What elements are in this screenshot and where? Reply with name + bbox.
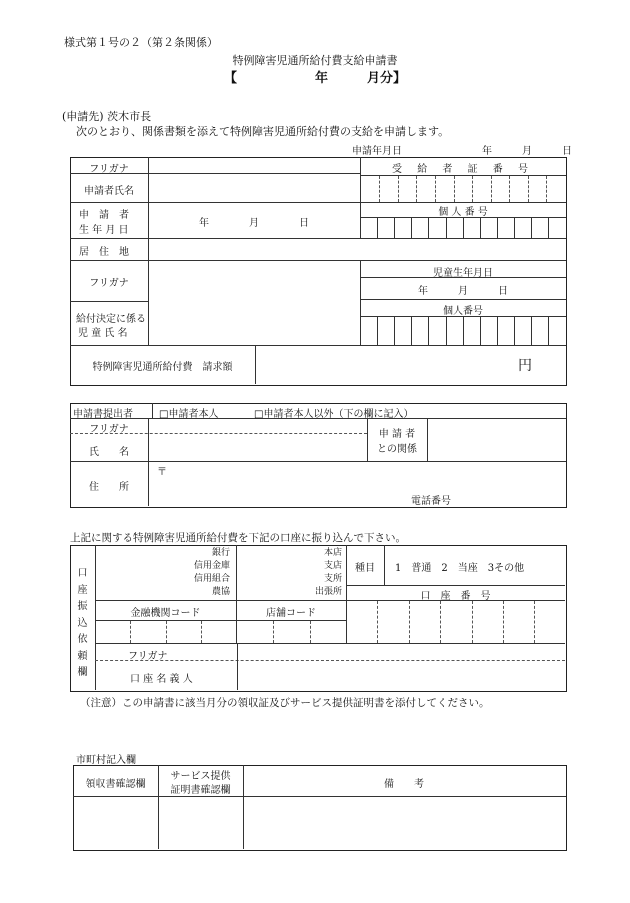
branch-code-label: 店舗コード <box>266 608 316 619</box>
birth-label-2: 生 年 月 日 <box>79 225 129 236</box>
birth-label-1: 申 請 者 <box>79 210 129 221</box>
relation-label-2: との関係 <box>377 444 417 455</box>
submitter-address-label: 住 所 <box>89 482 129 493</box>
submitter-option-other[interactable]: □申請者本人以外（下の欄に記入） <box>254 409 414 420</box>
phone-label: 電話番号 <box>411 496 451 507</box>
office-use-title: 市町村記入欄 <box>76 755 136 766</box>
child-birth-label: 児童生年月日 <box>433 268 493 279</box>
institution-code-label: 金融機関コード <box>130 608 201 619</box>
submitter-name-label: 氏 名 <box>89 447 129 458</box>
attachment-note: （注意）この申請書に該当月分の領収証及びサービス提供証明書を添付してください。 <box>80 697 490 709</box>
submitter-option-self[interactable]: □申請者本人 <box>159 409 219 420</box>
service-proof-label-1: サービス提供 <box>170 771 231 782</box>
relation-label-1: 申 請 者 <box>378 429 416 440</box>
receipt-check-label: 領収書確認欄 <box>85 779 146 790</box>
yen-unit: 円 <box>518 358 532 374</box>
applicant-name-input[interactable] <box>149 174 359 201</box>
claim-amount-input[interactable] <box>256 346 506 383</box>
child-furigana-input[interactable] <box>149 261 359 301</box>
address-input[interactable] <box>149 239 565 259</box>
holder-furigana-label: フリガナ <box>128 651 168 662</box>
child-name-label-1: 給付決定に係る <box>76 314 146 325</box>
child-name-input[interactable] <box>149 302 359 344</box>
applicant-furigana-label: フリガナ <box>89 164 129 175</box>
child-birth-value[interactable]: 年 月 日 <box>418 286 508 297</box>
cert-number-label: 受 給 者 証 番 号 <box>392 164 534 175</box>
addressee: (申請先) 茨木市長 <box>62 110 152 123</box>
date-label: 申請年月日 <box>352 146 402 157</box>
institution-types: 銀行 信用金庫 信用組合 農協 <box>193 548 230 597</box>
applicant-name-label: 申請者氏名 <box>84 186 134 197</box>
bank-side-label: 口 座 振 込 依 頼 欄 <box>77 568 88 678</box>
form-number: 様式第１号の２（第２条関係） <box>64 36 218 49</box>
birth-value[interactable]: 年 月 日 <box>199 218 309 229</box>
account-number-label: 口 座 番 号 <box>420 591 491 602</box>
postal-mark: 〒 <box>157 467 167 478</box>
period-field[interactable]: 【 年 月分】 <box>223 71 406 86</box>
submitter-furigana-label: フリガナ <box>89 424 129 435</box>
remarks-input[interactable] <box>244 797 564 848</box>
child-furigana-label: フリガナ <box>89 278 129 289</box>
service-proof-label-2: 証明書確認欄 <box>170 785 231 796</box>
address-label: 居 住 地 <box>79 247 129 258</box>
branch-types: 本店 支店 支所 出張所 <box>314 548 342 597</box>
applicant-furigana-input[interactable] <box>149 158 359 172</box>
date-value[interactable]: 年 月 日 <box>482 146 572 157</box>
submitter-label: 申請書提出者 <box>73 409 133 420</box>
account-holder-label: 口 座 名 義 人 <box>130 674 193 685</box>
account-kind-options[interactable]: 1 普通 2 当座 3その他 <box>395 563 525 574</box>
bank-intro: 上記に関する特例障害児通所給付費を下記の口座に振り込んで下さい。 <box>70 532 406 544</box>
statement: 次のとおり、関係書類を添えて特例障害児通所給付費の支給を申請します。 <box>76 125 450 138</box>
remarks-label: 備 考 <box>384 779 424 790</box>
claim-amount-label: 特例障害児通所給付費 請求額 <box>92 362 233 373</box>
child-name-label-2: 児 童 氏 名 <box>78 328 128 339</box>
my-number-label: 個 人 番 号 <box>438 207 488 218</box>
account-kind-label: 種目 <box>355 563 375 574</box>
form-title: 特例障害児通所給付費支給申請書 <box>232 54 398 67</box>
child-my-number-label: 個人番号 <box>443 306 483 317</box>
